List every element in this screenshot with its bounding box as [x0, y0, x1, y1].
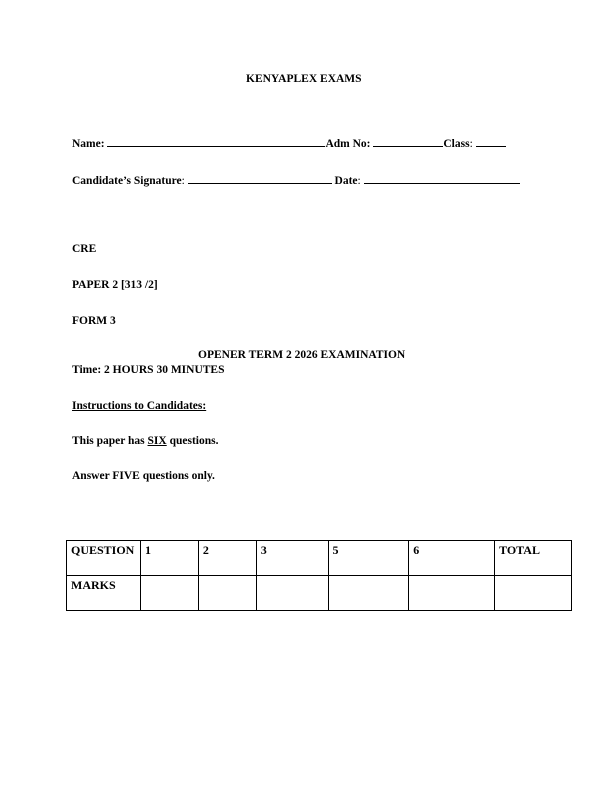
marks-q5-cell[interactable] — [328, 576, 409, 611]
question-1-cell: 1 — [140, 541, 198, 576]
name-field[interactable] — [107, 136, 325, 147]
paper-code: PAPER 2 [313 /2] — [72, 279, 158, 291]
marks-q3-cell[interactable] — [256, 576, 328, 611]
instruction-1-suffix: questions. — [166, 435, 219, 447]
signature-field[interactable] — [188, 173, 332, 184]
instruction-line-2: Answer FIVE questions only. — [72, 470, 215, 482]
marks-table — [66, 540, 572, 611]
instruction-line-1 — [72, 435, 219, 447]
exam-board-title: KENYAPLEX EXAMS — [246, 73, 362, 85]
question-header-cell: QUESTION — [67, 541, 141, 576]
instruction-1-prefix: This paper has — [72, 435, 148, 447]
total-header-cell: TOTAL — [495, 541, 572, 576]
date-field[interactable] — [364, 173, 520, 184]
adm-no-field[interactable] — [373, 136, 443, 147]
date-colon: : — [357, 175, 361, 187]
question-2-cell: 2 — [198, 541, 256, 576]
signature-date-row — [72, 173, 520, 187]
marks-q1-cell[interactable] — [140, 576, 198, 611]
marks-q2-cell[interactable] — [198, 576, 256, 611]
subject: CRE — [72, 243, 97, 255]
question-5-cell: 5 — [328, 541, 409, 576]
question-6-cell: 6 — [409, 541, 495, 576]
date-label: Date — [334, 175, 358, 187]
form-level: FORM 3 — [72, 315, 116, 327]
instructions-heading-text: Instructions to Candidates: — [72, 400, 207, 412]
instruction-1-emphasis: SIX — [147, 435, 167, 447]
exam-time: Time: 2 HOURS 30 MINUTES — [72, 364, 225, 376]
marks-total-cell[interactable] — [495, 576, 572, 611]
marks-q6-cell[interactable] — [409, 576, 495, 611]
signature-label: Candidate’s Signature — [72, 175, 182, 187]
question-3-cell: 3 — [256, 541, 328, 576]
table-row-marks — [67, 576, 572, 611]
class-colon: : — [469, 138, 473, 150]
table-row-questions — [67, 541, 572, 576]
adm-no-label: Adm No: — [325, 138, 371, 150]
class-label: Class — [443, 138, 470, 150]
instructions-heading — [72, 400, 206, 412]
signature-colon: : — [181, 175, 185, 187]
marks-label-cell: MARKS — [67, 576, 141, 611]
name-label: Name: — [72, 138, 105, 150]
name-adm-class-row — [72, 136, 506, 150]
exam-title: OPENER TERM 2 2026 EXAMINATION — [198, 349, 406, 361]
class-field[interactable] — [476, 136, 506, 147]
